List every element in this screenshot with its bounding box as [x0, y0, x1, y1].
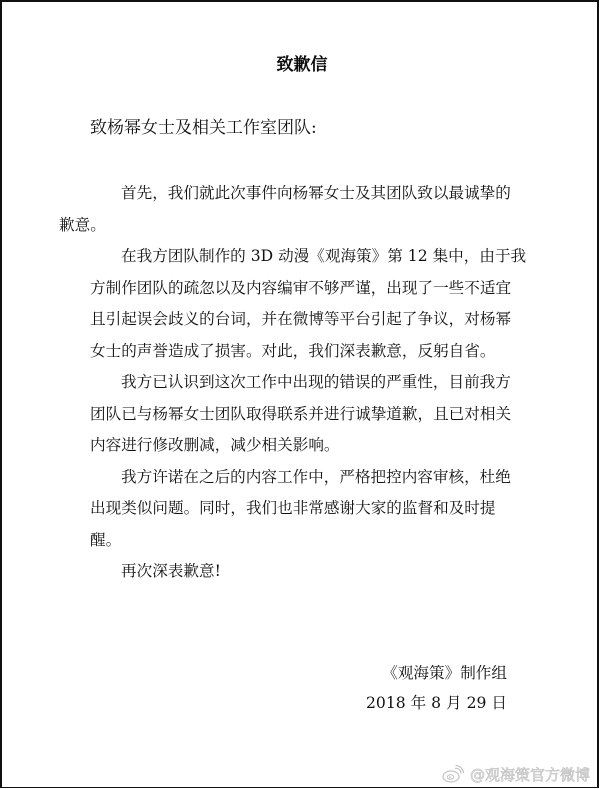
- letter-signature: [366, 658, 507, 718]
- text-line: 且引起误会歧义的台词，并在微博等平台引起了争议，对杨幂: [90, 310, 512, 328]
- text-line: 内容进行修改删减，减少相关影响。: [90, 436, 340, 454]
- letter-title: 致歉信: [276, 55, 328, 75]
- signature-date: 2018 年 8 月 29 日: [365, 694, 507, 712]
- text-line: 醒。: [90, 530, 122, 549]
- text-line: 团队已与杨幂女士团队取得联系并进行诚挚道歉，且已对相关: [90, 404, 512, 423]
- paragraph-2: [90, 241, 527, 367]
- text-line: 女士的声誉造成了损害。对此，我们深表歉意，反躬自省。: [90, 341, 496, 360]
- paragraph-1: [59, 178, 515, 241]
- weibo-icon: [442, 764, 464, 784]
- text-line: 方制作团队的疏忽以及内容编审不够严谨，出现了一些不适宜: [90, 278, 512, 297]
- signature-organization: 《观海策》制作组: [382, 664, 507, 682]
- text-line: 我方已认识到这次工作中出现的错误的严重性，目前我方: [121, 373, 511, 391]
- text-line: 在我方团队制作的 3D 动漫《观海策》第 12 集中，由于我: [121, 247, 527, 265]
- watermark-text: @观海策官方微博: [470, 765, 591, 784]
- paragraph-4: [90, 462, 515, 557]
- text-line: 首先，我们就此次事件向杨幂女士及其团队致以最诚挚的: [121, 184, 511, 202]
- letter-salutation: 致杨幂女士及相关工作室团队:: [90, 118, 317, 138]
- text-line: 我方许诺在之后的内容工作中，严格把控内容审核，杜绝: [121, 467, 511, 486]
- paragraph-5: [90, 556, 515, 588]
- weibo-watermark: [442, 763, 590, 785]
- text-line: 出现类似问题。同时，我们也非常感谢大家的监督和及时提: [90, 499, 496, 517]
- paragraph-3: [90, 367, 515, 462]
- letter-body: [59, 178, 527, 588]
- text-line: 再次深表歉意!: [121, 562, 221, 580]
- text-line: 歉意。: [59, 215, 106, 234]
